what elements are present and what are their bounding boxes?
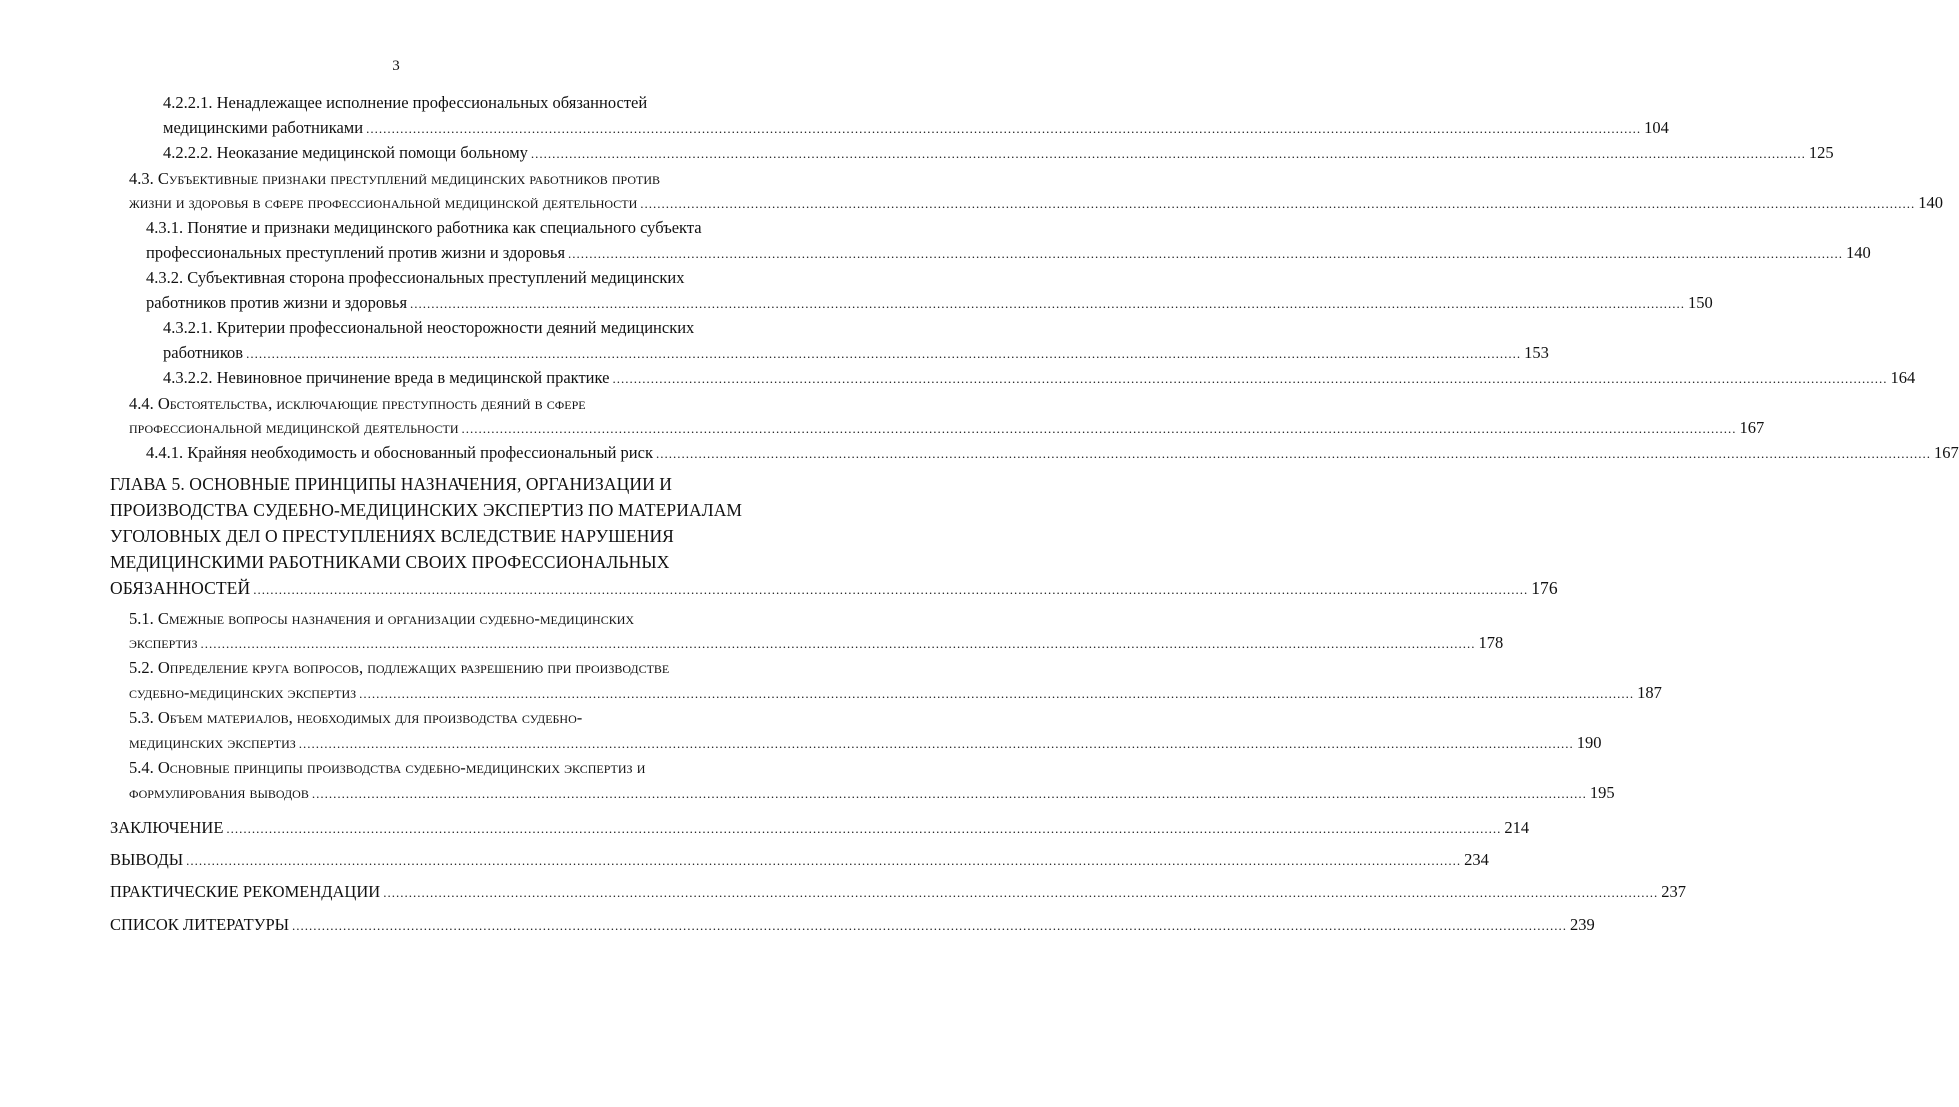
toc-entry-title: работников	[163, 343, 244, 362]
dot-leader: ............................................................................................................................................................................................................................................................................................................	[253, 582, 1529, 597]
dot-leader: ............................................................................................................................................................................................................................................................................................................	[359, 686, 1635, 701]
toc-entry-title-line: ГЛАВА 5. ОСНОВНЫЕ ПРИНЦИПЫ НАЗНАЧЕНИЯ, ОРГАНИЗАЦИИ И	[110, 474, 673, 494]
toc-entry-title-line: 5.1. Смежные вопросы назначения и организации судебно-медицинских	[129, 609, 635, 628]
dot-leader: ............................................................................................................................................................................................................................................................................................................	[640, 196, 1916, 211]
toc-entry-title-line: 4.2.2.1. Ненадлежащее исполнение профессиональных обязанностей	[163, 93, 648, 112]
dot-leader: ............................................................................................................................................................................................................................................................................................................	[292, 918, 1568, 933]
toc-page-number: 190	[1576, 733, 1602, 752]
toc-page-number: 125	[1808, 143, 1834, 162]
toc-page-number: 176	[1531, 578, 1558, 598]
toc-entry-title-line: 4.3.2. Субъективная сторона профессиональных преступлений медицинских	[146, 268, 685, 287]
dot-leader: ............................................................................................................................................................................................................................................................................................................	[298, 736, 1574, 751]
toc-entry-title-line: 4.3.1. Понятие и признаки медицинского работника как специального субъекта	[146, 218, 702, 237]
toc-entry-5-3[interactable]	[129, 708, 1602, 758]
toc-page-number: 164	[1890, 368, 1916, 387]
toc-entry-4-2-2-1[interactable]	[163, 93, 1669, 143]
dot-leader: ............................................................................................................................................................................................................................................................................................................	[410, 296, 1686, 311]
toc-page-number: 153	[1524, 343, 1549, 362]
toc-entry-title-line: 4.3. Субъективные признаки преступлений медицинских работников против	[129, 169, 661, 188]
toc-entry-4-4[interactable]	[129, 394, 1765, 442]
toc-entry-concl[interactable]	[110, 818, 1530, 843]
toc-page-number: 140	[1918, 193, 1943, 212]
toc-entry-title-line: 5.2. Определение круга вопросов, подлежащих разрешению при производстве	[129, 658, 670, 677]
toc-entry-title: экспертиз	[129, 633, 198, 652]
toc-entry-5-4[interactable]	[129, 758, 1615, 808]
toc-page-number: 237	[1661, 882, 1686, 901]
toc-entry-title: 4.4.1. Крайняя необходимость и обоснованный профессиональный риск	[146, 443, 653, 462]
toc-entry-title-line: УГОЛОВНЫХ ДЕЛ О ПРЕСТУПЛЕНИЯХ ВСЛЕДСТВИЕ НАРУШЕНИЯ	[110, 526, 674, 546]
toc-page-number: 234	[1464, 850, 1489, 869]
toc-entry-title: медицинскими работниками	[163, 118, 364, 137]
toc-entry-4-3-2-1[interactable]	[163, 318, 1549, 368]
toc-entry-title: формулирования выводов	[129, 783, 309, 802]
toc-entry-title: профессиональных преступлений против жизни и здоровья	[146, 243, 566, 262]
toc-entry-4-3-1[interactable]	[146, 218, 1871, 268]
toc-entry-title: 4.2.2.2. Неоказание медицинской помощи больному	[163, 143, 528, 162]
dot-leader: ............................................................................................................................................................................................................................................................................................................	[311, 786, 1587, 801]
dot-leader: ............................................................................................................................................................................................................................................................................................................	[612, 371, 1888, 386]
toc-page-number: 187	[1637, 683, 1662, 702]
toc-page-number: 150	[1688, 293, 1713, 312]
toc-entry-5-2[interactable]	[129, 658, 1662, 708]
toc-entry-title-line: МЕДИЦИНСКИМИ РАБОТНИКАМИ СВОИХ ПРОФЕССИОНАЛЬНЫХ	[110, 552, 670, 572]
toc-entry-ch5[interactable]	[110, 474, 1558, 604]
toc-entry-title-line: 5.3. Объем материалов, необходимых для производства судебно-	[129, 708, 583, 727]
toc-entry-title: ПРАКТИЧЕСКИЕ РЕКОМЕНДАЦИИ	[110, 882, 381, 901]
toc-page-number: 140	[1846, 243, 1871, 262]
toc-page-number: 178	[1478, 633, 1504, 652]
toc-entry-4-4-1[interactable]	[146, 443, 1959, 468]
dot-leader: ............................................................................................................................................................................................................................................................................................................	[186, 853, 1462, 868]
toc-entry-4-2-2-2[interactable]	[163, 143, 1834, 168]
toc-entry-title-line: ПРОИЗВОДСТВА СУДЕБНО-МЕДИЦИНСКИХ ЭКСПЕРТИЗ ПО МАТЕРИАЛАМ	[110, 500, 743, 520]
toc-entry-title: работников против жизни и здоровья	[146, 293, 408, 312]
toc-entry-title: жизни и здоровья в сфере профессиональной медицинской деятельности	[129, 193, 638, 212]
toc-page-number: 239	[1570, 915, 1595, 934]
toc-entry-title-line: 4.4. Обстоятельства, исключающие преступность деяний в сфере	[129, 394, 586, 413]
toc-entry-title: СПИСОК ЛИТЕРАТУРЫ	[110, 915, 290, 934]
toc-entry-recs[interactable]	[110, 882, 1686, 907]
toc-entry-title: 4.3.2.2. Невиновное причинение вреда в медицинской практике	[163, 368, 610, 387]
toc-entry-4-3-2-2[interactable]	[163, 368, 1916, 393]
dot-leader: ............................................................................................................................................................................................................................................................................................................	[366, 121, 1642, 136]
dot-leader: ............................................................................................................................................................................................................................................................................................................	[568, 246, 1844, 261]
toc-entry-5-1[interactable]	[129, 609, 1504, 657]
toc-entry-title: ОБЯЗАННОСТЕЙ	[110, 578, 251, 598]
toc-page-number: 214	[1504, 818, 1530, 837]
dot-leader: ............................................................................................................................................................................................................................................................................................................	[226, 821, 1502, 836]
toc-page-number: 167	[1739, 418, 1765, 437]
toc-entry-title: медицинских экспертиз	[129, 733, 296, 752]
toc-page-number: 104	[1644, 118, 1669, 137]
toc-entry-4-3[interactable]	[129, 169, 1943, 217]
toc-entry-findings[interactable]	[110, 850, 1489, 875]
toc-page-number: 167	[1933, 443, 1959, 462]
toc-entry-lit[interactable]	[110, 915, 1595, 940]
dot-leader: ............................................................................................................................................................................................................................................................................................................	[655, 446, 1931, 461]
toc-entry-title-line: 4.3.2.1. Критерии профессиональной неосторожности деяний медицинских	[163, 318, 695, 337]
toc-entry-title: ВЫВОДЫ	[110, 850, 184, 869]
dot-leader: ............................................................................................................................................................................................................................................................................................................	[246, 346, 1522, 361]
page-number: 3	[392, 58, 400, 74]
toc-entry-title: судебно-медицинских экспертиз	[129, 683, 357, 702]
toc-entry-title-line: 5.4. Основные принципы производства судебно-медицинских экспертиз и	[129, 758, 646, 777]
dot-leader: ............................................................................................................................................................................................................................................................................................................	[461, 421, 1737, 436]
dot-leader: ............................................................................................................................................................................................................................................................................................................	[200, 636, 1476, 651]
dot-leader: ............................................................................................................................................................................................................................................................................................................	[530, 146, 1806, 161]
toc-entry-title: профессиональной медицинской деятельности	[129, 418, 459, 437]
dot-leader: ............................................................................................................................................................................................................................................................................................................	[383, 885, 1659, 900]
toc-page-number: 195	[1589, 783, 1615, 802]
toc-entry-4-3-2[interactable]	[146, 268, 1713, 318]
toc-entry-title: ЗАКЛЮЧЕНИЕ	[110, 818, 224, 837]
